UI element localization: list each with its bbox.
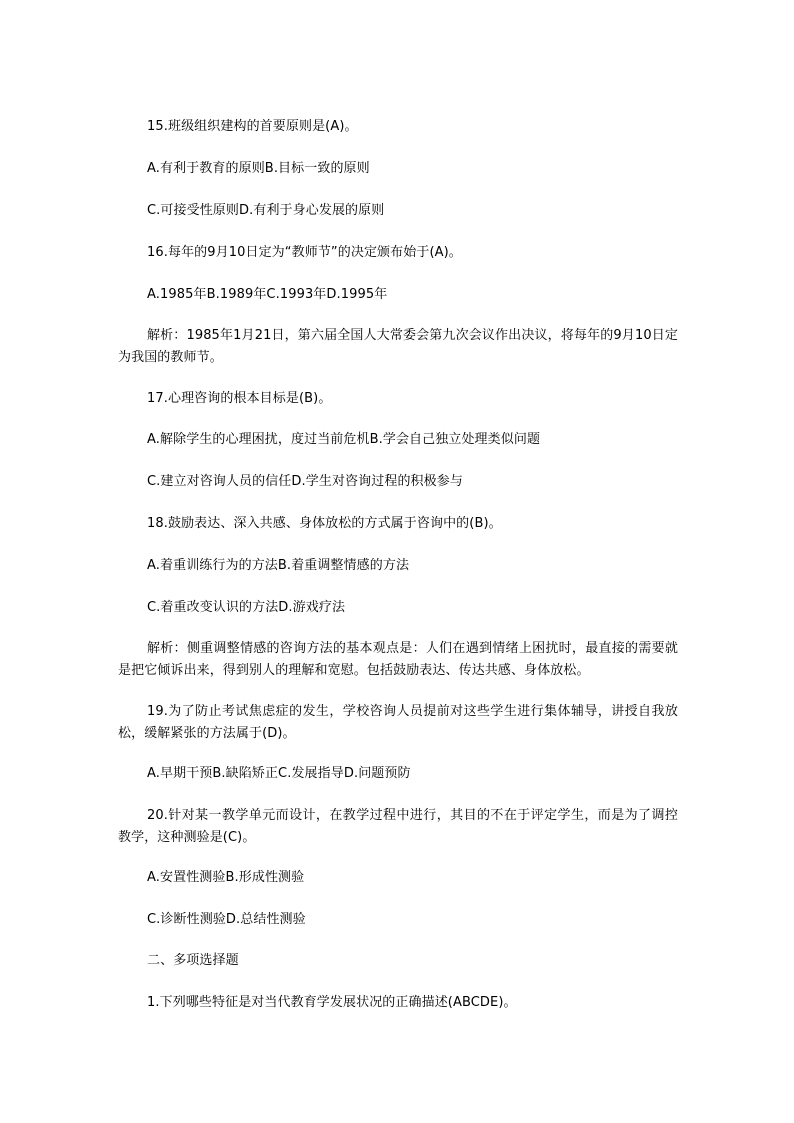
question-15-options-2: C.可接受性原则D.有利于身心发展的原则 [147, 203, 385, 218]
question-20: 20.针对某一教学单元而设计，在教学过程中进行，其目的不在于评定学生，而是为了调控教学，这种测验是(C)。 [118, 808, 678, 845]
question-18-options-1: A.着重训练行为的方法B.着重调整情感的方法 [147, 558, 410, 573]
question-20-options-1: A.安置性测验B.形成性测验 [147, 870, 305, 885]
question-15: 15.班级组织建构的首要原则是(A)。 [147, 119, 358, 134]
question-18: 18.鼓励表达、深入共感、身体放松的方式属于咨询中的(B)。 [147, 516, 502, 531]
question-17-options-1: A.解除学生的心理困扰，度过当前危机B.学会自己独立处理类似问题 [147, 432, 541, 447]
question-19: 19.为了防止考试焦虑症的发生，学校咨询人员提前对这些学生进行集体辅导，讲授自我放松，缓解紧张的方法属于(D)。 [118, 704, 678, 741]
multiple-choice-question-1: 1.下列哪些特征是对当代教育学发展状况的正确描述(ABCDE)。 [147, 995, 517, 1010]
question-16-analysis: 解析：1985年1月21日，第六届全国人大常委会第九次会议作出决议，将每年的9月10日定为我国的教师节。 [118, 328, 678, 365]
question-17: 17.心理咨询的根本目标是(B)。 [147, 391, 332, 406]
question-18-options-2: C.着重改变认识的方法D.游戏疗法 [147, 600, 346, 615]
question-16: 16.每年的9月10日定为“教师节”的决定颁布始于(A)。 [147, 245, 462, 260]
question-18-analysis: 解析：侧重调整情感的咨询方法的基本观点是：人们在遇到情绪上困扰时，最直接的需要就是把它倾诉出来，得到别人的理解和宽慰。包括鼓励表达、传达共感、身体放松。 [118, 641, 678, 678]
question-20-options-2: C.诊断性测验D.总结性测验 [147, 912, 306, 927]
question-16-options-1: A.1985年B.1989年C.1993年D.1995年 [147, 287, 388, 302]
question-19-options-1: A.早期干预B.缺陷矫正C.发展指导D.问题预防 [147, 766, 411, 781]
question-17-options-2: C.建立对咨询人员的信任D.学生对咨询过程的积极参与 [147, 474, 463, 489]
section-heading-multiple-choice: 二、多项选择题 [147, 953, 239, 968]
question-15-options-1: A.有利于教育的原则B.目标一致的原则 [147, 161, 370, 176]
